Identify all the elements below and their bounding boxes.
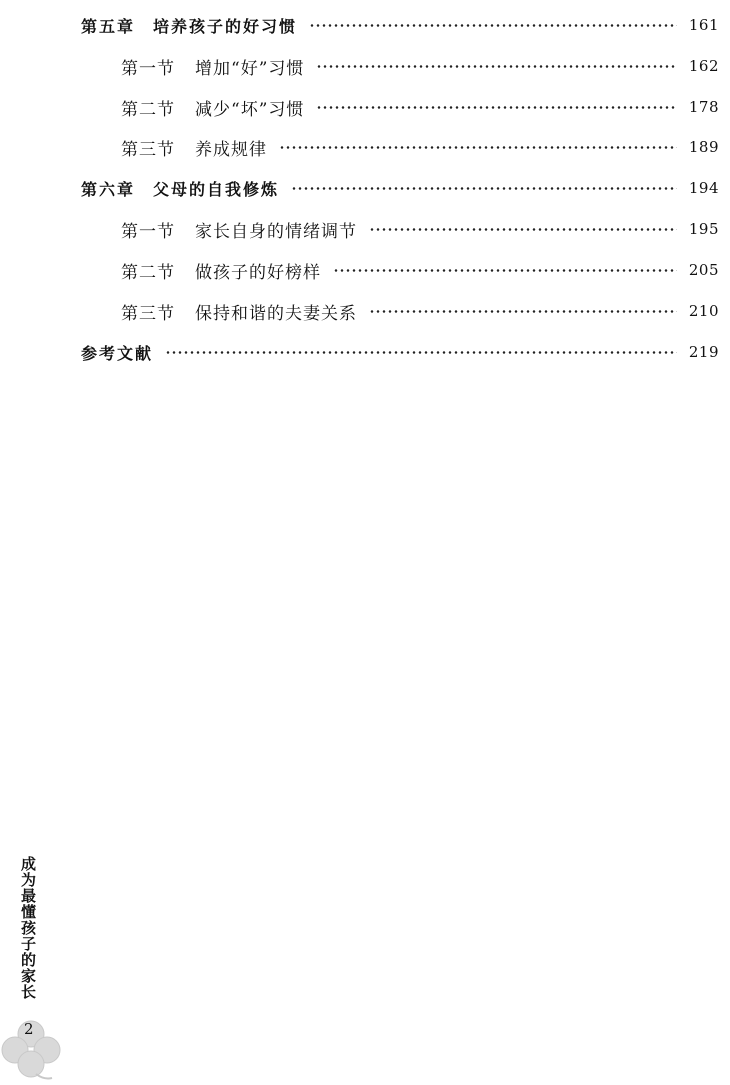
entry-title: 减少“坏”习惯 — [195, 99, 305, 120]
entry-title: 增加“好”习惯 — [195, 58, 305, 79]
entry-title: 保持和谐的夫妻关系 — [195, 303, 357, 324]
dot-leader — [165, 351, 677, 354]
dot-leader — [279, 146, 677, 149]
entry-page: 210 — [688, 302, 719, 320]
dot-leader — [333, 269, 677, 272]
entry-title: 做孩子的好榜样 — [195, 262, 321, 283]
dot-leader — [316, 106, 676, 109]
toc-entry-section[interactable] — [121, 46, 719, 86]
entry-title: 养成规律 — [195, 139, 267, 160]
entry-label: 第二节 — [121, 262, 175, 283]
entry-page: 162 — [688, 57, 719, 75]
entry-title: 培养孩子的好习惯 — [153, 16, 298, 36]
dot-leader — [369, 228, 677, 231]
book-title-vertical: 成为最懂孩子的家长 — [19, 856, 37, 1000]
entry-page: 178 — [688, 98, 719, 116]
dot-leader — [369, 310, 677, 313]
entry-page: 189 — [688, 138, 719, 156]
dot-leader — [291, 187, 677, 190]
entry-page: 194 — [688, 179, 719, 197]
entry-label: 第三节 — [121, 139, 175, 160]
entry-page: 219 — [688, 343, 719, 361]
dot-leader — [316, 65, 676, 68]
entry-label: 第六章 — [81, 179, 136, 199]
toc-entry-section[interactable] — [121, 209, 719, 249]
page-number: 2 — [24, 1020, 34, 1038]
entry-title: 家长自身的情绪调节 — [195, 221, 357, 242]
dot-leader — [309, 24, 677, 27]
entry-label: 第一节 — [121, 221, 175, 242]
toc-entry-section[interactable] — [121, 87, 719, 127]
entry-label: 第三节 — [121, 303, 175, 324]
entry-label: 第一节 — [121, 58, 175, 79]
entry-page: 195 — [688, 220, 719, 238]
toc-entry-section[interactable] — [121, 291, 719, 331]
entry-label: 参考文献 — [81, 343, 154, 363]
entry-label: 第五章 — [81, 16, 136, 36]
entry-label: 第二节 — [121, 99, 175, 120]
toc-entry-chapter-6[interactable] — [81, 168, 719, 208]
toc-entry-references[interactable] — [81, 332, 719, 372]
toc-entry-section[interactable] — [121, 127, 719, 167]
entry-page: 161 — [688, 16, 719, 34]
entry-page: 205 — [688, 261, 719, 279]
entry-title: 父母的自我修炼 — [153, 179, 280, 199]
toc-entry-chapter-5[interactable] — [81, 5, 719, 45]
toc-entry-section[interactable] — [121, 250, 719, 290]
